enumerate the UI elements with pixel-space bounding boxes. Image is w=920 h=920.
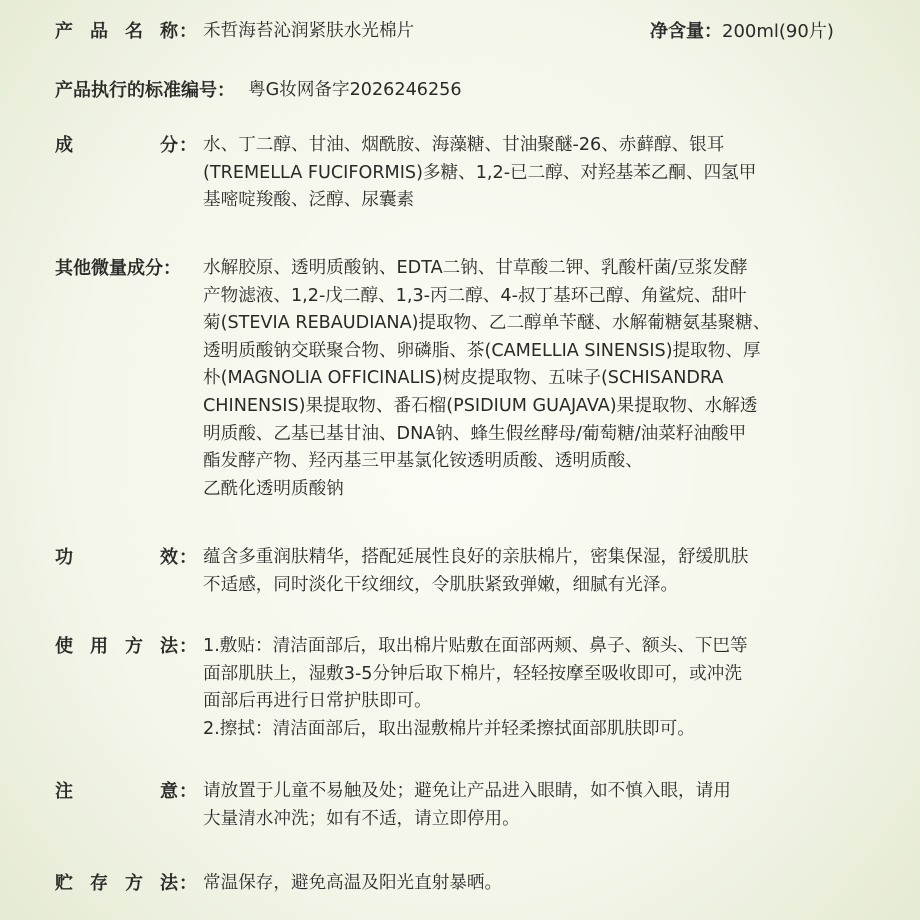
caution-value [203,778,848,833]
text-line: 明质酸、乙基已基甘油、DNA钠、蜂生假丝酵母/葡萄糖/油菜籽油酸甲 [203,423,747,444]
text-line: 请放置于儿童不易触及处；避免让产品进入眼睛，如不慎入眼，请用 [203,781,731,801]
storage-label-char: 存 [90,873,108,894]
ingredients-label-char: 分： [160,135,197,156]
efficacy-label-char: 功 [55,547,73,568]
label-colon: ： [179,135,197,156]
storage-label-char: 方 [125,873,143,894]
label-colon: ： [179,21,197,42]
product-name-label [55,18,197,46]
label-colon: ： [179,547,197,568]
usage-label-char: 使 [55,636,73,657]
efficacy-label [55,544,197,572]
text-line: 水、丁二醇、甘油、烟酰胺、海藻糖、甘油聚醚-26、赤藓醇、银耳 [203,135,725,155]
usage-label [55,633,197,661]
text-line: (TREMELLA FUCIFORMIS)多糖、1,2-已二醇、对羟基苯乙酮、四氢甲 [203,162,757,183]
net-content-label: 净含量： [650,21,722,42]
efficacy-label-char: 效： [160,547,197,568]
text-line: 面部后再进行日常护肤即可。 [203,691,432,712]
text-line: 乙酰化透明质酸钠 [203,478,344,499]
usage-value [203,633,848,743]
product-name-label-char: 品 [90,21,108,42]
net-content-value: 200ml(90片) [722,21,834,42]
storage-label-char: 贮 [55,873,73,894]
text-line: 透明质酸钠交联聚合物、卵磷脂、茶(CAMELLIA SINENSIS)提取物、厚 [203,340,761,361]
standard-no-value: 粤G妆网备字2026246256 [248,80,462,100]
trace-ingredients-value [203,255,848,503]
text-line: 基嘧啶羧酸、泛醇、尿囊素 [203,190,415,211]
text-line: 朴(MAGNOLIA OFFICINALIS)树皮提取物、五味子(SCHISANDRA [203,368,724,389]
text-line: 1.敷贴：清洁面部后，取出棉片贴敷在面部两颊、鼻子、额头、下巴等 [203,636,748,656]
text-line: 水解胶原、透明质酸钠、EDTA二钠、甘草酸二钾、乳酸杆菌/豆浆发酵 [203,258,748,278]
label-colon: ： [179,781,197,802]
text-line: 大量清水冲洗；如有不适，请立即停用。 [203,808,520,829]
label-colon: ： [179,873,197,894]
text-line: 2.擦拭：清洁面部后，取出湿敷棉片并轻柔擦拭面部肌肤即可。 [203,718,695,739]
text-line: 酯发酵产物、羟丙基三甲基氯化铵透明质酸、透明质酸、 [203,451,643,472]
usage-label-char: 法： [160,636,197,657]
usage-label-char: 方 [125,636,143,657]
ingredients-label-char: 成 [55,135,73,156]
caution-label-char: 意： [160,781,197,802]
ingredients-value [203,132,848,215]
text-line: 不适感，同时淡化干纹细纹，令肌肤紧致弹嫩，细腻有光泽。 [203,574,679,595]
net-content [650,18,834,46]
text-line: 产物滤液、1,2-戊二醇、1,3-丙二醇、4-叔丁基环己醇、角鲨烷、甜叶 [203,285,747,306]
label-colon: ： [179,636,197,657]
storage-value [203,870,848,898]
ingredients-label [55,132,197,160]
product-name-label-char: 名 [125,21,143,42]
text-line: 菊(STEVIA REBAUDIANA)提取物、乙二醇单苄醚、水解葡糖氨基聚糖、 [203,313,771,334]
trace-ingredients-label: 其他微量成分： [55,258,181,279]
storage-label [55,870,197,898]
efficacy-value [203,544,848,599]
usage-label-char: 用 [90,636,108,657]
text-line: 常温保存，避免高温及阳光直射暴晒。 [203,873,503,893]
product-name-label-char: 称： [160,21,197,42]
caution-label-char: 注 [55,781,73,802]
caution-label [55,778,197,806]
standard-no-label: 产品执行的标准编号： [55,80,235,101]
text-line: 面部肌肤上，湿敷3-5分钟后取下棉片，轻轻按摩至吸收即可，或冲洗 [203,663,742,684]
product-name-label-char: 产 [55,21,73,42]
text-line: CHINENSIS)果提取物、番石榴(PSIDIUM GUAJAVA)果提取物、水解透 [203,395,758,416]
storage-label-char: 法： [160,873,197,894]
text-line: 蕴含多重润肤精华，搭配延展性良好的亲肤棉片，密集保湿，舒缓肌肤 [203,547,749,567]
product-name-value: 禾哲海苔沁润紧肤水光棉片 [203,21,415,41]
